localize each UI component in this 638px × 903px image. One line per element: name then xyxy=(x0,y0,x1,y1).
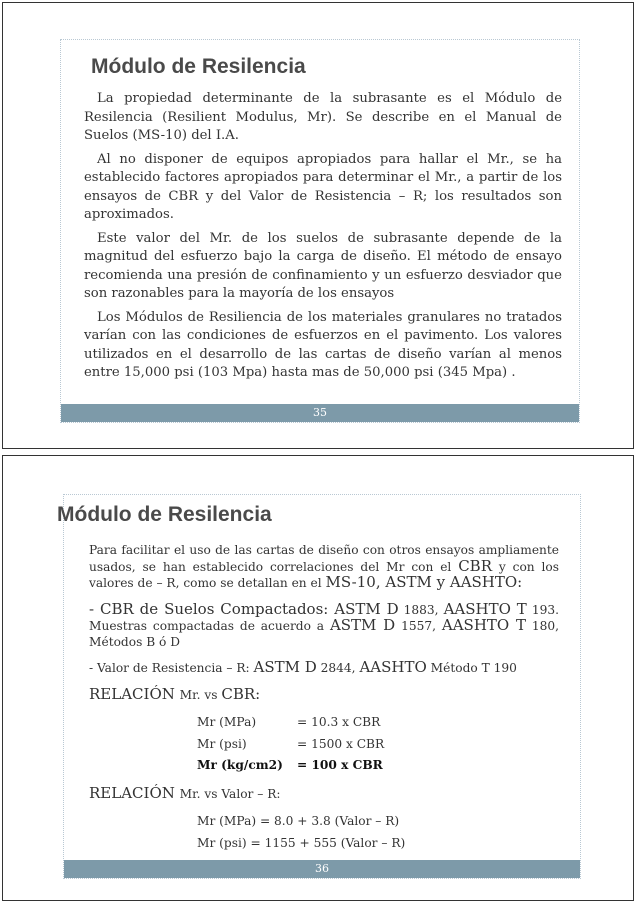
slide-title: Módulo de Resilencia xyxy=(91,55,306,78)
text-run: y con los valores de – R, como se detallan en el xyxy=(89,559,559,590)
text-run: ASTM D xyxy=(334,599,399,618)
text-run: - Valor de Resistencia – R: xyxy=(89,661,254,675)
cbr-equation xyxy=(197,715,559,731)
text-run: RELACIÓN xyxy=(89,684,180,703)
text-run: AASHTO T xyxy=(443,599,527,618)
paragraph: Este valor del Mr. de los suelos de subrasante depende de la magnitud del esfuerzo bajo la carga de diseño. El método de ensayo recomienda una presión de confinamiento y un esfuerzo desviador que son razonables para la mayoría de los ensayos xyxy=(84,230,562,301)
text-run: 2844, xyxy=(316,661,360,675)
text-run: Mr. vs Valor – R: xyxy=(179,786,281,801)
relation-cbr-heading xyxy=(89,684,559,704)
page-number-bar xyxy=(64,860,580,878)
equation-left: Mr (psi) xyxy=(197,736,247,751)
text-run: AASHTO T xyxy=(441,616,526,634)
page-number: 35 xyxy=(313,406,327,419)
r-equation: Mr (psi) = 1155 + 555 (Valor – R) xyxy=(197,835,406,850)
text-run: Para facilitar el uso de las cartas de diseño con otros ensayos ampliamente usados, se han establecido correlaciones del Mr con el xyxy=(89,543,559,574)
text-run: CBR xyxy=(458,556,492,575)
slide-36 xyxy=(57,494,581,879)
text-run: Mr. vs xyxy=(179,687,222,702)
r-equation: Mr (MPa) = 8.0 + 3.8 (Valor – R) xyxy=(197,814,400,828)
page-2 xyxy=(2,455,634,901)
text-run: Método T 190 xyxy=(426,661,517,675)
slide-title: Módulo de Resilencia xyxy=(57,503,272,526)
cbr-equation-highlight xyxy=(197,758,559,774)
equation-left: Mr (kg/cm2) xyxy=(197,758,283,772)
cbr-equation xyxy=(197,737,559,753)
text-run: ASTM D xyxy=(329,616,396,634)
text-run: 1883, xyxy=(398,602,444,617)
intro-paragraph xyxy=(89,543,559,592)
text-run: 193. Muestras compactadas de acuerdo a xyxy=(89,602,559,633)
slide-body xyxy=(84,90,562,388)
slide-body xyxy=(89,543,559,857)
page-1 xyxy=(2,2,634,449)
page-number: 36 xyxy=(315,862,329,875)
valor-r-paragraph xyxy=(89,660,559,677)
relation-r-heading xyxy=(89,783,559,803)
text-run: MS-10, ASTM y AASHTO: xyxy=(325,573,523,591)
text-run: - CBR de Suelos Compactados: xyxy=(89,599,335,618)
text-run: ASTM D xyxy=(253,658,317,676)
slide-35 xyxy=(60,39,580,423)
text-run: RELACIÓN xyxy=(89,783,180,802)
equation-right: = 100 x CBR xyxy=(297,758,383,772)
paragraph: Al no disponer de equipos apropiados para hallar el Mr., se ha establecido factores apropiados para determinar el Mr., a partir de los ensayos de CBR y del Valor de Resistencia – R; los resultados son aproximados. xyxy=(84,151,562,222)
text-run: 1557, xyxy=(395,619,442,633)
cbr-methods-paragraph xyxy=(89,599,559,651)
equation-left: Mr (MPa) xyxy=(197,715,257,729)
page-number-bar xyxy=(61,404,579,422)
equation-right: = 1500 x CBR xyxy=(297,736,385,751)
paragraph: Los Módulos de Resiliencia de los materiales granulares no tratados varían con las condiciones de esfuerzos en el pavimento. Los valores utilizados en el desarrollo de las cartas de diseño varían al menos entre 15,000 psi (103 Mpa) hasta mas de 50,000 psi (345 Mpa) . xyxy=(84,309,562,380)
text-run: 180, Métodos B ó D xyxy=(89,619,559,649)
paragraph: La propiedad determinante de la subrasante es el Módulo de Resilencia (Resilient Modulus, Mr). Se describe en el Manual de Suelos (MS-10) del I.A. xyxy=(84,91,562,143)
equation-right: = 10.3 x CBR xyxy=(297,715,381,729)
text-run: CBR: xyxy=(221,684,261,703)
text-run: AASHTO xyxy=(359,658,427,676)
